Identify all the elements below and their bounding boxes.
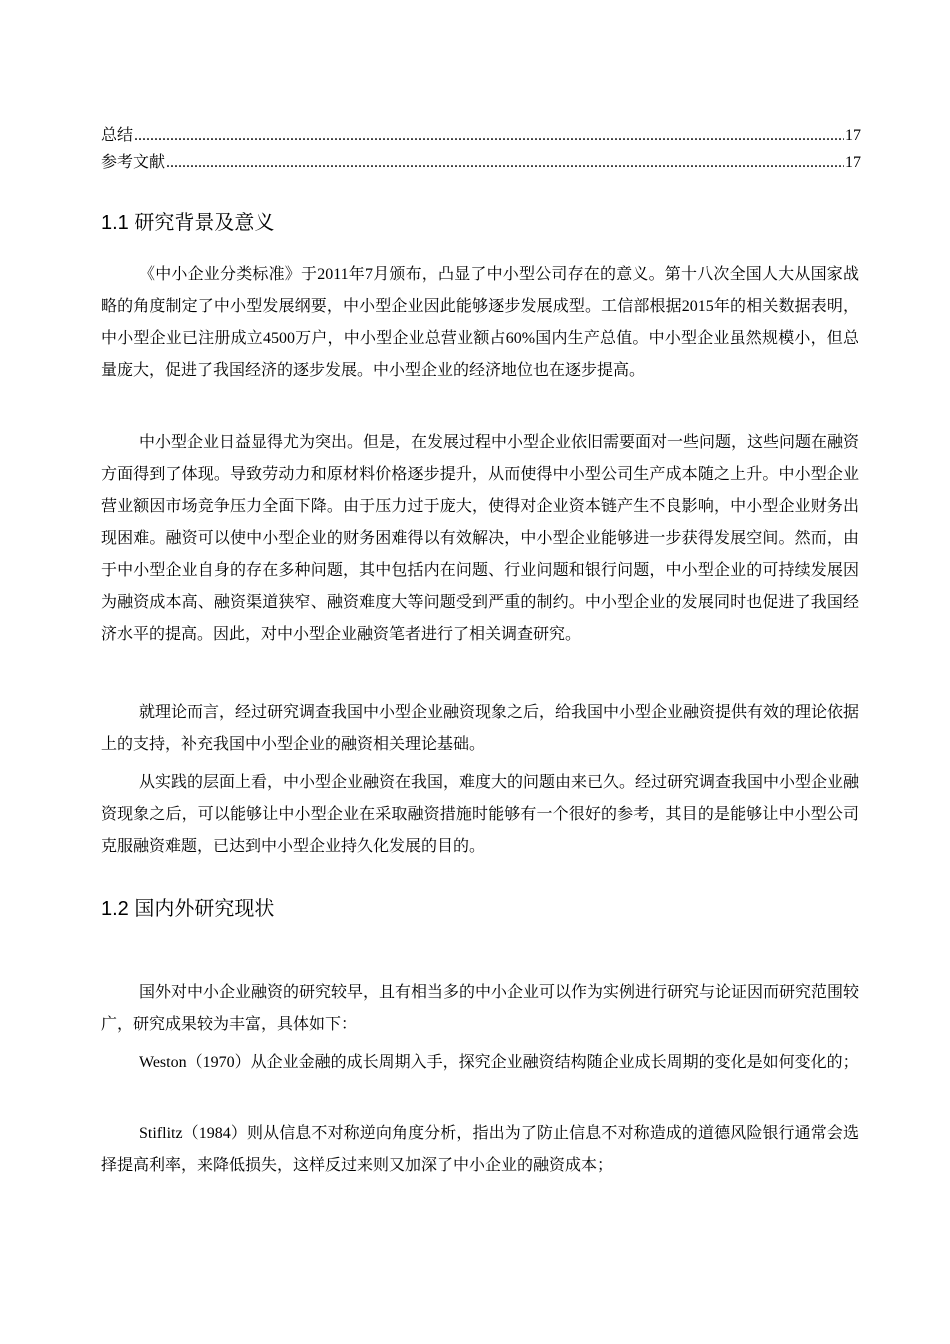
paragraph: 从实践的层面上看，中小型企业融资在我国，难度大的问题由来已久。经过研究调查我国中小型企业融资现象之后，可以能够让中小型企业在采取融资措施时能够有一个很好的参考，其目的是能够让中小型公司克服融资难题，已达到中小型企业持久化发展的目的。 [101,774,860,855]
paragraph: 中小型企业日益显得尤为突出。但是，在发展过程中小型企业依旧需要面对一些问题，这些问题在融资方面得到了体现。导致劳动力和原材料价格逐步提升，从而使得中小型公司生产成本随之上升。中小型企业营业额因市场竞争压力全面下降。由于压力过于庞大，使得对企业资本链产生不良影响，中小型企业财务出现困难。融资可以使中小型企业的财务困难得以有效解决，中小型企业能够进一步获得发展空间。然而，由于中小型企业自身的存在多种问题，其中包括内在问题、行业问题和银行问题，中小型企业的可持续发展因为融资成本高、融资渠道狭窄、融资难度大等问题受到严重的制约。中小型企业的发展同时也促进了我国经济水平的提高。因此，对中小型企业融资笔者进行了相关调查研究。 [101,434,860,643]
paragraph: Stiflitz（1984）则从信息不对称逆向角度分析，指出为了防止信息不对称造成的道德风险银行通常会选择提高利率，来降低损失，这样反过来则又加深了中小企业的融资成本； [101,1125,859,1174]
section-heading-1-1: 1.1 研究背景及意义 [101,212,275,234]
toc-entry-summary[interactable] [101,126,861,146]
paragraph: 就理论而言，经过研究调查我国中小型企业融资现象之后，给我国中小型企业融资提供有效的理论依据上的支持，补充我国中小型企业的融资相关理论基础。 [101,704,860,753]
toc-leader-dots [134,126,844,146]
section-heading-1-2: 1.2 国内外研究现状 [101,898,275,920]
toc-entry-page: 17 [845,154,861,171]
toc-entry-references[interactable] [101,153,861,173]
toc-leader-dots [166,153,844,173]
toc-entry-page: 17 [845,127,861,144]
toc-entry-title: 总结 [101,127,134,144]
paragraph: Weston（1970）从企业金融的成长周期入手，探究企业融资结构随企业成长周期的变化是如何变化的； [139,1054,859,1071]
toc-entry-title: 参考文献 [101,154,166,171]
paragraph: 国外对中小企业融资的研究较早，且有相当多的中小企业可以作为实例进行研究与论证因而研究范围较广，研究成果较为丰富，具体如下： [101,984,860,1033]
paragraph: 《中小企业分类标准》于2011年7月颁布，凸显了中小型公司存在的意义。第十八次全国人大从国家战略的角度制定了中小型发展纲要，中小型企业因此能够逐步发展成型。工信部根据2015年的相关数据表明，中小型企业已注册成立4500万户，中小型企业总营业额占60%国内生产总值。中小型企业虽然规模小，但总量庞大，促进了我国经济的逐步发展。中小型企业的经济地位也在逐步提高。 [101,266,859,379]
